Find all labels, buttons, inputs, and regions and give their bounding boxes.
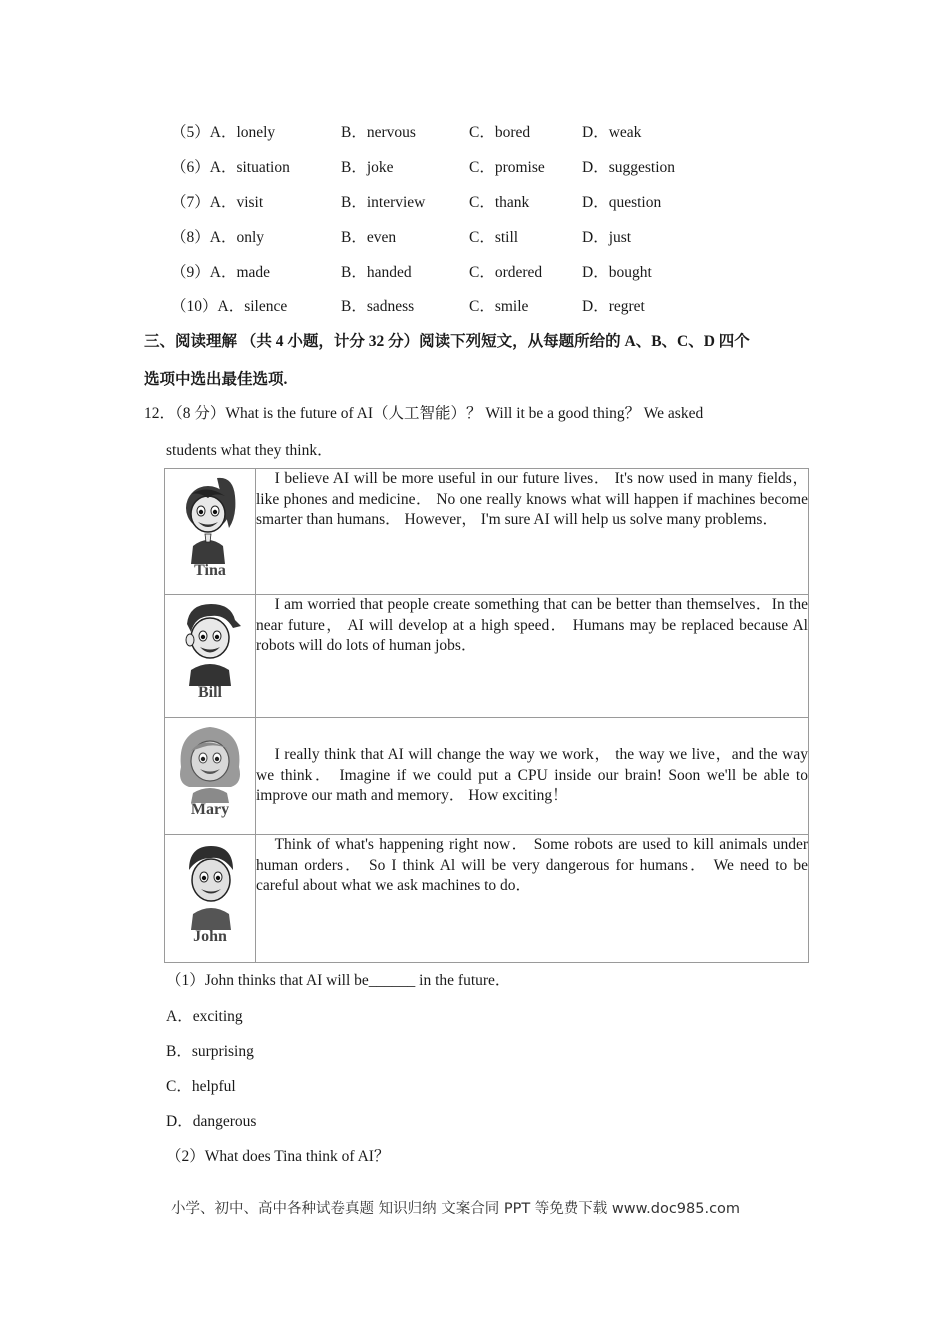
option-row-10: [0, 294, 950, 318]
mary-avatar-icon: [173, 721, 247, 803]
john-avatar-icon: [175, 838, 245, 930]
option-row-6: [0, 155, 950, 179]
option-row-5: [0, 120, 950, 144]
avatar-cell: [165, 595, 256, 718]
sub-question-2: （2）What does Tina think of AI？: [166, 1148, 390, 1165]
option-d: D．suggestion: [582, 159, 676, 176]
opinion-text: I believe AI will be more useful in our future lives． It's now used in many fields， like phones and medicine． No one really knows what will happen if machines become smarter than humans． However， I'm sure AI will help us solve many problems．: [256, 469, 809, 595]
question-12-intro-cont: students what they think．: [166, 442, 333, 459]
option-row-7: [0, 190, 950, 214]
student-name: Bill: [197, 684, 222, 701]
question-12-intro: 12．（8 分）What is the future of AI（人工智能）？ Will it be a good thing？ We asked: [144, 405, 704, 422]
student-name: Tina: [194, 562, 226, 579]
choice-b: B．surprising: [166, 1043, 254, 1060]
choice-c: C．helpful: [166, 1078, 236, 1095]
section-heading-line2: 选项中选出最佳选项.: [144, 371, 288, 388]
choice-a: A．exciting: [166, 1008, 243, 1025]
option-c: C．promise: [469, 159, 545, 176]
student-name: John: [193, 928, 227, 945]
tina-avatar-icon: [175, 472, 245, 564]
opinion-text: Think of what's happening right now． Some robots are used to kill animals under human orders． So I think Al will be very dangerous for humans． We need to be careful about what we ask machines to do．: [256, 835, 809, 963]
option-a: （10）A．silence: [171, 298, 288, 315]
option-b: B．even: [341, 229, 397, 246]
option-a: （8）A．only: [171, 229, 265, 246]
option-b: B．handed: [341, 264, 412, 281]
opinion-row-mary: [165, 718, 809, 835]
student-name: Mary: [190, 801, 230, 818]
option-c: C．bored: [469, 124, 531, 141]
bill-avatar-icon: [175, 598, 245, 686]
option-c: C．ordered: [469, 264, 543, 281]
avatar-cell: [165, 469, 256, 595]
section-heading-line1: 三、阅读理解 （共 4 小题，计分 32 分）阅读下列短文，从每题所给的 A、B、C、D 四个: [144, 333, 750, 350]
option-row-9: [0, 260, 950, 284]
option-row-8: [0, 225, 950, 249]
option-d: D．just: [582, 229, 632, 246]
sub-question-1: （1）John thinks that AI will be______ in the future．: [166, 972, 511, 989]
option-a: （5）A．lonely: [171, 124, 276, 141]
option-d: D．question: [582, 194, 662, 211]
option-c: C．still: [469, 229, 519, 246]
avatar-cell: [165, 835, 256, 963]
opinion-text: I am worried that people create something that can be better than themselves．In the near future， AI will develop at a high speed． Humans may be replaced because Al robots will do lots of human jobs．: [256, 595, 809, 718]
option-b: B．joke: [341, 159, 394, 176]
option-a: （9）A．made: [171, 264, 271, 281]
option-c: C．smile: [469, 298, 529, 315]
avatar-cell: [165, 718, 256, 835]
option-a: （7）A．visit: [171, 194, 264, 211]
page-footer: 小学、初中、高中各种试卷真题 知识归纳 文案合同 PPT 等免费下载 www.doc985.com: [171, 1201, 741, 1217]
opinion-text: I really think that AI will change the way we work， the way we live，and the way we think． Imagine if we could put a CPU inside our brain! Soon we'll be able to improve our math and memory． How exciting！: [256, 718, 809, 835]
option-b: B．sadness: [341, 298, 415, 315]
option-c: C．thank: [469, 194, 530, 211]
option-d: D．bought: [582, 264, 652, 281]
opinion-row-john: [165, 835, 809, 963]
option-b: B．nervous: [341, 124, 416, 141]
option-d: D．regret: [582, 298, 645, 315]
opinions-table: [164, 468, 809, 963]
opinion-row-bill: [165, 595, 809, 718]
option-d: D．weak: [582, 124, 642, 141]
choice-d: D．dangerous: [166, 1113, 257, 1130]
option-b: B．interview: [341, 194, 426, 211]
opinion-row-tina: [165, 469, 809, 595]
option-a: （6）A．situation: [171, 159, 290, 176]
